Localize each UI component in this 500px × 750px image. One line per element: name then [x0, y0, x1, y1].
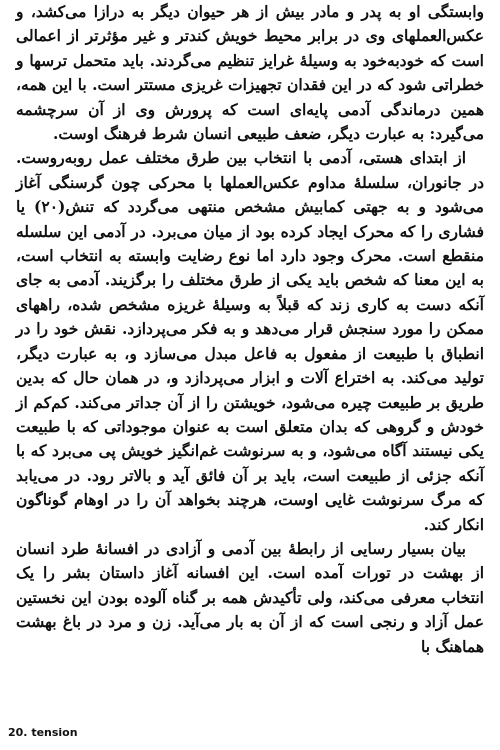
footnote: 20. tension — [8, 726, 78, 739]
paragraph-2: از ابتدای هستی، آدمی با انتخاب بین طرق مختلف عمل روبه‌روست. در جانوران، سلسلهٔ مداوم عکس‌العملها با محرکی چون گرسنگی آغاز می‌شود و به جهتی کمابیش مشخص منتهی می‌گردد که تنش(۲۰) یا فشاری را که محرک ایجاد کرده بود از میان می‌برد. در آدمی این سلسله منقطع است. محرک وجود دارد اما نوع رضایت وابسته به انتخاب است، به این معنا که شخص باید یکی از طرق مختلف را برگزیند. آدمی به جای آنکه دست به کاری زند که قبلاً به وسیلهٔ غریزه مشخص شده، راههای ممکن را مورد سنجش قرار می‌دهد و به فکر می‌پردازد. نقش خود را در انطباق با طبیعت از مفعول به فاعل مبدل می‌سازد و، به عبارت دیگر، تولید می‌کند. به اختراع آلات و ابزار می‌پردازد و، در همان حال که بدین طریق بر طبیعت چیره می‌شود، خویشتن را از آن جداتر می‌کند. کم‌کم از خودش و گروهی که بدان متعلق است به عنوان موجوداتی که با طبیعت یکی نیستند آگاه می‌شود، و به سرنوشت غم‌انگیز خویش پی می‌برد که با آنکه جزئی از طبیعت است، باید بر آن فائق آید و بالاتر رود. در می‌یابد که مرگ سرنوشت غایی اوست، هرچند بخواهد آن را در اوهام گوناگون انکار کند. — [16, 148, 484, 534]
paragraph-3: بیان بسیار رسایی از رابطهٔ بین آدمی و آزادی در افسانهٔ طرد انسان از بهشت در تورات آمده است. این افسانه آغاز داستان بشر را یک انتخاب معرفی می‌کند، ولی تأکیدش همه بر گناه آلوده بودن این نخستین عمل آزاد و رنجی است که از آن به بار می‌آید. زن و مرد در باغ بهشت هماهنگ با — [16, 538, 484, 656]
paragraph-1: وابستگی او به پدر و مادر بیش از هر حیوان دیگر به درازا می‌کشد، و عکس‌العملهای وی در برابر محیط خویش کندتر و غیر مؤثرتر از اعمالی است که خودبه‌خود به وسیلهٔ غرایز تنظیم می‌گردند. باید متحمل ترسها و خطراتی شود که در این فقدان تجهیزات غریزی مستتر است. با این همه، همین درماندگی آدمی پایه‌ای است که پرورش وی از آن سرچشمه می‌گیرد: به عبارت دیگر، ضعف طبیعی انسان شرط فرهنگ اوست. — [16, 2, 484, 144]
body-text — [16, 0, 484, 659]
